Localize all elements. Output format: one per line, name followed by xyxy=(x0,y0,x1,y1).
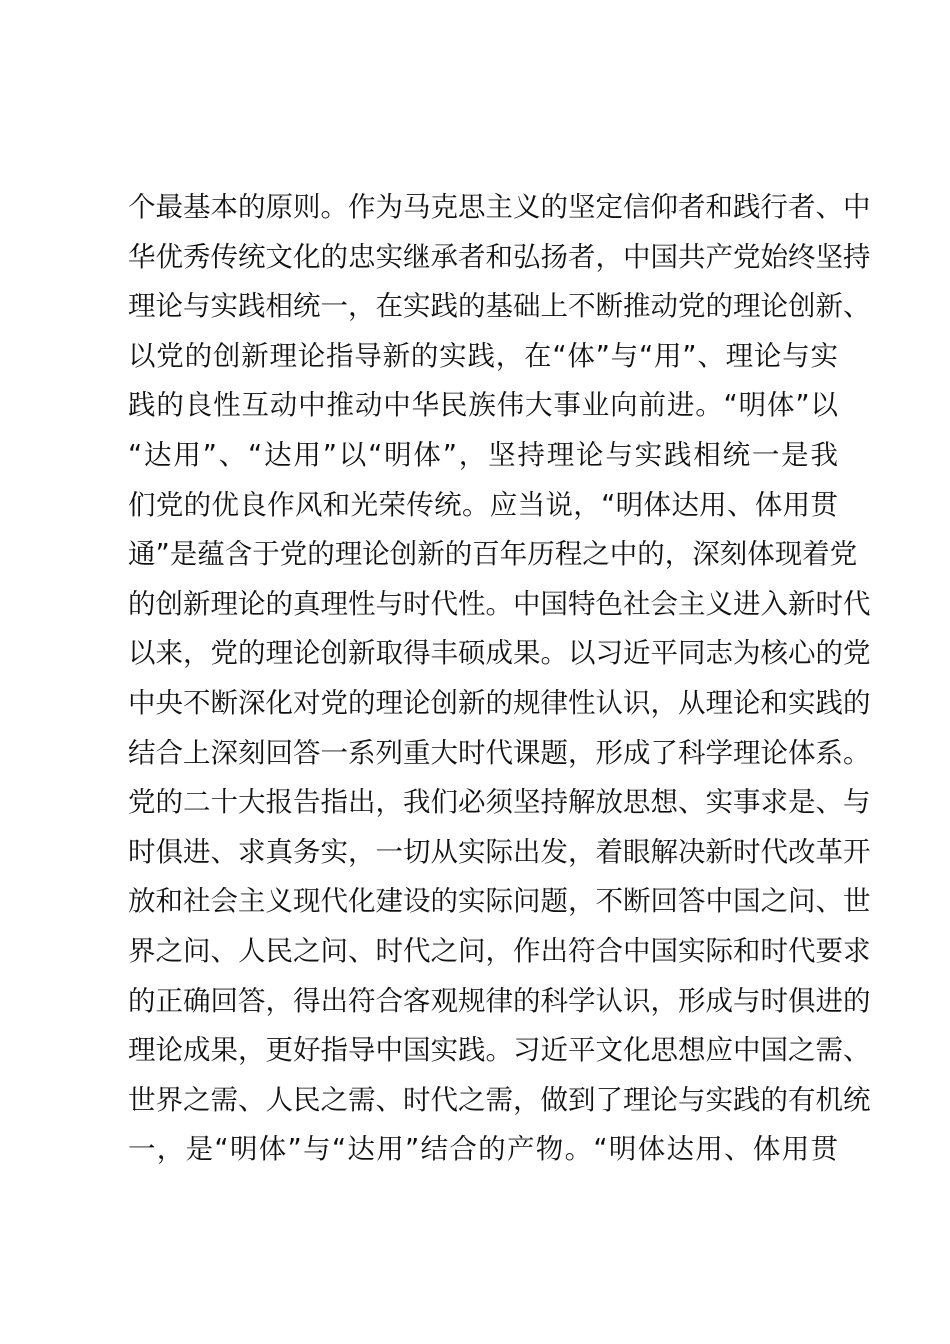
text-line-15: 放和社会主义现代化建设的实际问题，不断回答中国之问、世 xyxy=(128,885,871,918)
text-line-2: 华优秀传统文化的忠实继承者和弘扬者，中国共产党始终坚持 xyxy=(128,240,871,273)
text-line-5: 践的良性互动中推动中华民族伟大事业向前进。“明体”以 xyxy=(128,389,838,422)
text-line-4: 以党的创新理论指导新的实践，在“体”与“用”、理论与实 xyxy=(128,339,838,372)
text-line-1: 个最基本的原则。作为马克思主义的坚定信仰者和践行者、中 xyxy=(128,191,871,223)
text-line-10: 以来，党的理论创新取得丰硕成果。以习近平同志为核心的党 xyxy=(128,637,871,670)
text-line-7: 们党的优良作风和光荣传统。应当说，“明体达用、体用贯 xyxy=(128,488,838,521)
text-line-3: 理论与实践相统一，在实践的基础上不断推动党的理论创新、 xyxy=(128,290,871,323)
text-line-6: “达用”、“达用”以“明体”，坚持理论与实践相统一是我 xyxy=(128,438,838,471)
text-line-17: 的正确回答，得出符合客观规律的科学认识，形成与时俱进的 xyxy=(128,984,871,1017)
body-text xyxy=(128,183,871,1175)
text-line-12: 结合上深刻回答一系列重大时代课题，形成了科学理论体系。 xyxy=(128,736,871,769)
text-line-19: 世界之需、人民之需、时代之需，做到了理论与实践的有机统 xyxy=(128,1083,871,1116)
text-line-8: 通”是蕴含于党的理论创新的百年历程之中的，深刻体现着党 xyxy=(128,538,858,571)
text-line-18: 理论成果，更好指导中国实践。习近平文化思想应中国之需、 xyxy=(128,1034,871,1067)
text-line-14: 时俱进、求真务实，一切从实际出发，着眼解决新时代改革开 xyxy=(128,835,871,868)
text-line-16: 界之问、人民之问、时代之问，作出符合中国实际和时代要求 xyxy=(128,934,871,967)
text-line-20: 一，是“明体”与“达用”结合的产物。“明体达用、体用贯 xyxy=(128,1133,838,1166)
text-line-13: 党的二十大报告指出，我们必须坚持解放思想、实事求是、与 xyxy=(128,786,871,819)
text-line-9: 的创新理论的真理性与时代性。中国特色社会主义进入新时代 xyxy=(128,587,871,620)
text-line-11: 中央不断深化对党的理论创新的规律性认识，从理论和实践的 xyxy=(128,686,871,719)
